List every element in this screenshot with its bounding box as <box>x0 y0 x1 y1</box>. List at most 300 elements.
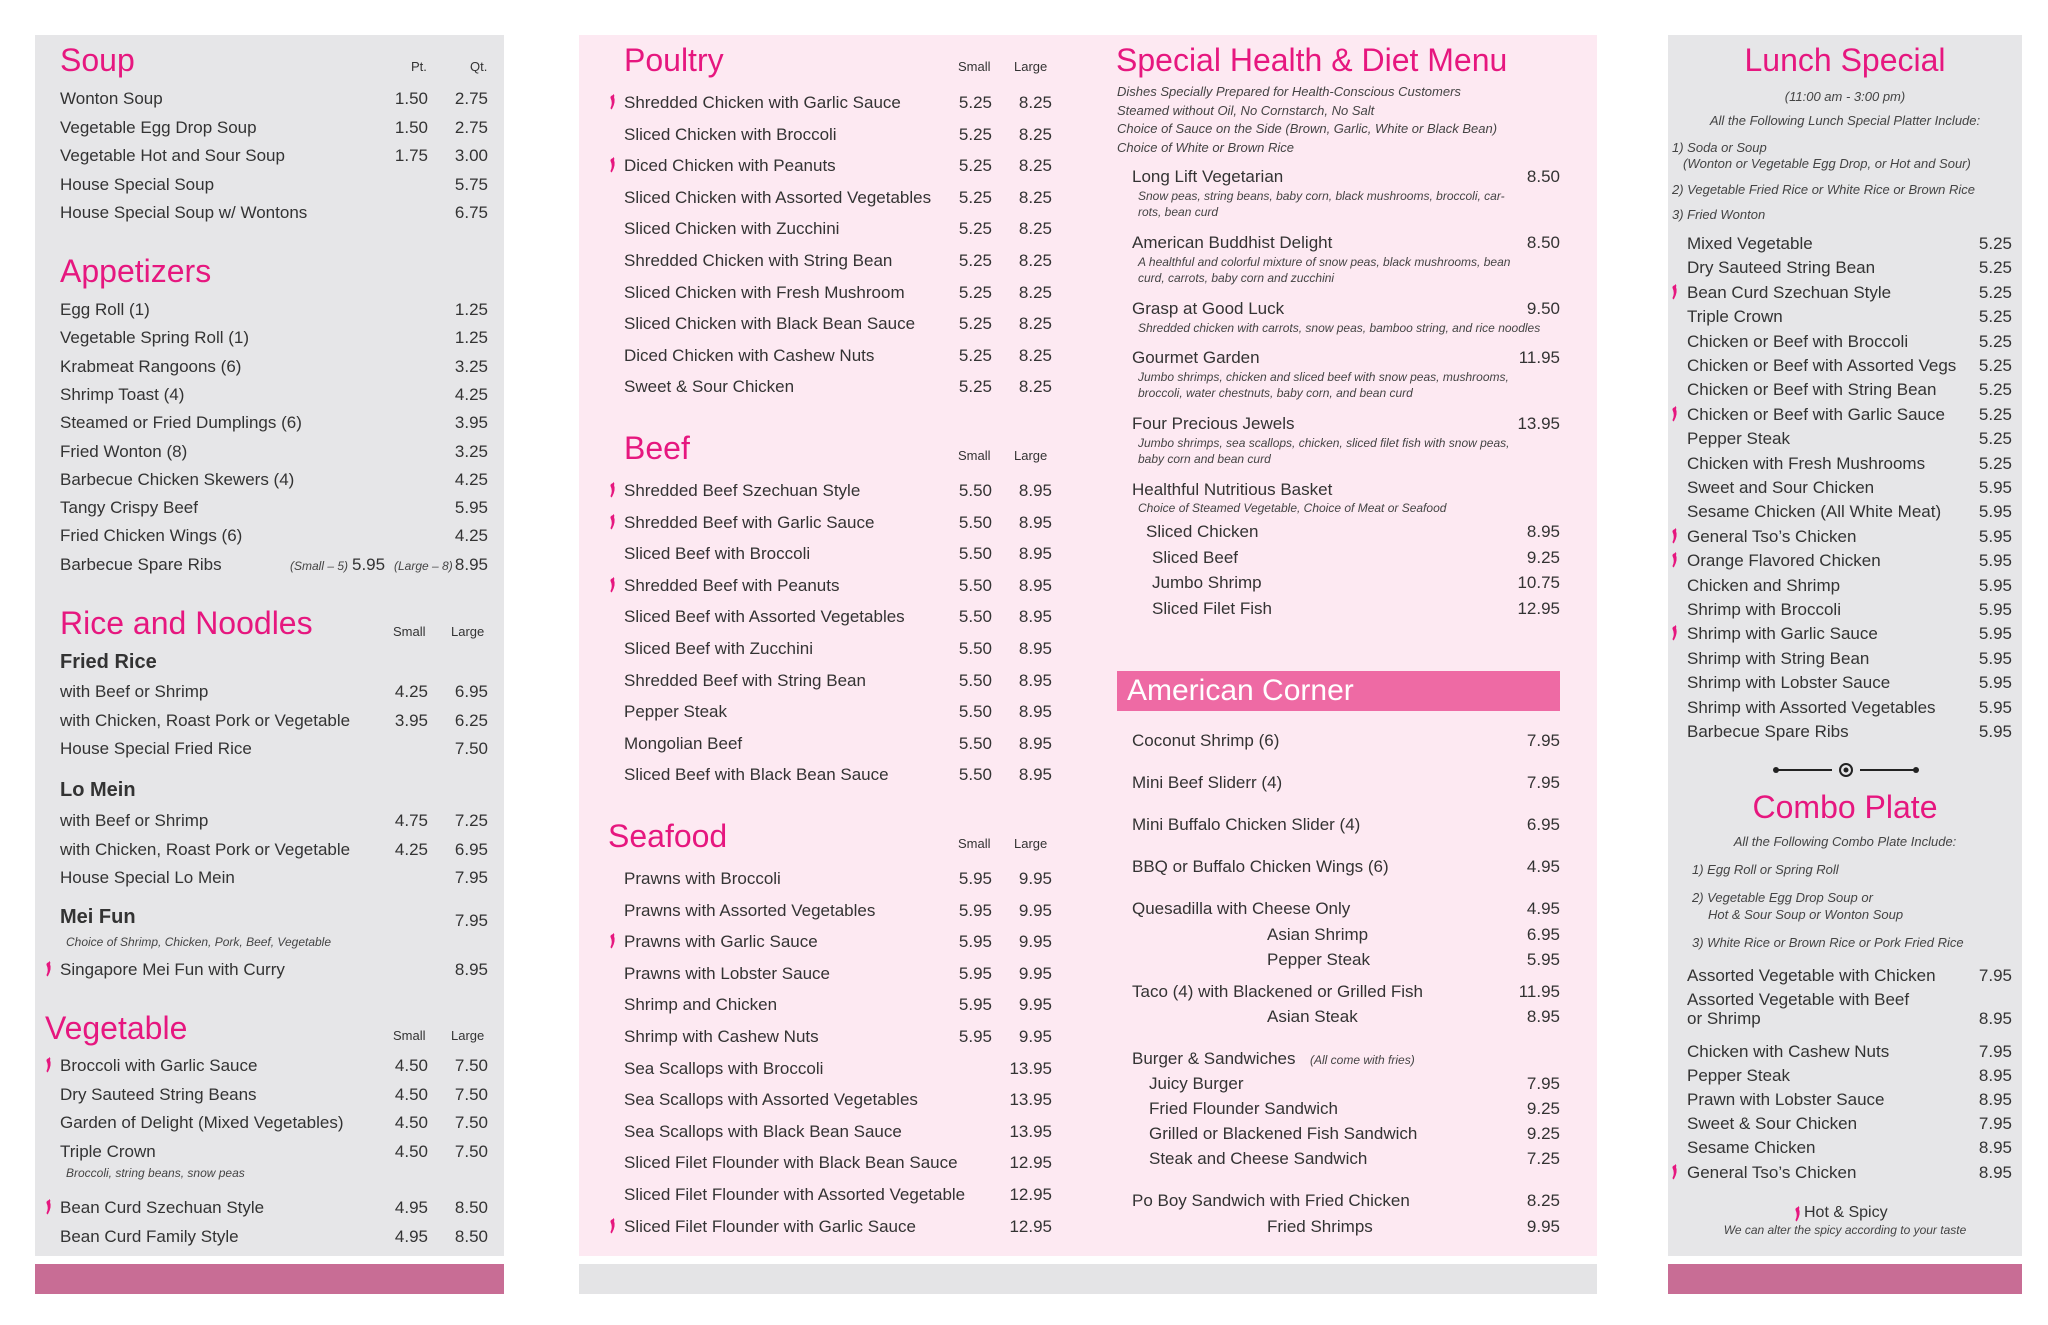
lunch-item: Chicken or Beef with Broccoli <box>1687 331 1909 351</box>
american-price: 6.95 <box>1526 925 1560 944</box>
poultry-item: Diced Chicken with Peanuts <box>624 156 836 176</box>
health-item-desc: Snow peas, string beans, baby corn, black mushrooms, broccoli, car- <box>1138 189 1505 203</box>
lunch-price: 5.95 <box>1978 551 2012 571</box>
seafood-item: Sea Scallops with Assorted Vegetables <box>624 1090 918 1110</box>
lunch-price: 5.25 <box>1978 282 2012 302</box>
lunch-include: 1) Soda or Soup <box>1672 140 1767 155</box>
health-item-desc: Jumbo shrimps, chicken and sliced beef with snow peas, mushrooms, <box>1138 370 1509 384</box>
hot-spicy-note: We can alter the spicy according to your taste <box>1723 1223 1967 1237</box>
lunch-item: Pepper Steak <box>1687 429 1791 449</box>
soup-item: Vegetable Hot and Sour Soup <box>60 146 285 165</box>
appetizer-price: 5.95 <box>454 498 488 518</box>
seafood-price-small: 5.95 <box>958 1027 992 1046</box>
american-item: BBQ or Buffalo Chicken Wings (6) <box>1132 857 1389 876</box>
lunch-price: 5.95 <box>1978 478 2012 497</box>
chili-icon <box>1671 284 1678 300</box>
seafood-price-large: 12.95 <box>1009 1185 1052 1204</box>
veg-price-large: 8.50 <box>454 1198 488 1217</box>
health-item-desc: A healthful and colorful mixture of snow peas, black mushrooms, bean <box>1138 255 1511 269</box>
beef-price-large: 8.95 <box>1018 607 1052 627</box>
appetizer-price: 4.25 <box>454 384 488 404</box>
appetizers-title: Appetizers <box>60 253 212 289</box>
lunch-item: Chicken with Fresh Mushrooms <box>1687 453 1926 473</box>
lunch-price: 5.95 <box>1978 697 2012 717</box>
american-item: Asian Shrimp <box>1267 925 1369 944</box>
lunch-price: 5.95 <box>1978 648 2012 668</box>
american-price: 7.95 <box>1526 731 1560 750</box>
american-price: 8.25 <box>1526 1191 1560 1210</box>
beef-price-large: 8.95 <box>1018 733 1052 753</box>
appetizer-item: Barbecue Chicken Skewers (4) <box>60 469 295 489</box>
soup-item: House Special Soup w/ Wontons <box>60 203 308 222</box>
chili-icon <box>45 961 52 977</box>
rice-price-large: 6.95 <box>454 682 488 701</box>
american-price: 4.95 <box>1526 857 1560 876</box>
lo-mein-heading: Lo Mein <box>60 779 136 801</box>
beef-item: Sliced Beef with Zucchini <box>624 639 813 658</box>
health-price: 9.50 <box>1526 299 1560 318</box>
rice-col-large: Large <box>451 624 485 639</box>
lunch-item: Shrimp with Lobster Sauce <box>1687 673 1891 693</box>
american-item: Taco (4) with Blackened or Grilled Fish <box>1132 982 1424 1001</box>
basket-price: 8.95 <box>1526 522 1560 541</box>
beef-item: Shredded Beef with String Bean <box>624 670 866 690</box>
soup-price-pt: 1.50 <box>394 89 428 108</box>
veg-price-small: 4.50 <box>394 1056 428 1075</box>
beef-price-small: 5.50 <box>958 670 992 690</box>
health-item-desc: broccoli, water chestnuts, baby corn, and bean curd <box>1138 386 1413 400</box>
poultry-price-large: 8.25 <box>1018 219 1052 239</box>
health-item: Gourmet Garden <box>1132 348 1260 367</box>
basket-price: 9.25 <box>1526 547 1560 567</box>
poultry-item: Sliced Chicken with Black Bean Sauce <box>624 314 916 334</box>
health-item-desc: curd, carrots, baby corn and zucchini <box>1138 271 1335 285</box>
combo-item-cont: or Shrimp <box>1687 1009 1761 1028</box>
american-item: Steak and Cheese Sandwich <box>1149 1149 1368 1168</box>
poultry-price-large: 8.25 <box>1018 314 1052 334</box>
lo-mein-price-large: 7.95 <box>454 868 488 887</box>
fried-rice-heading: Fried Rice <box>60 651 157 673</box>
rice-price-large: 6.25 <box>454 710 488 730</box>
lo-mein-item: with Chicken, Roast Pork or Vegetable <box>60 839 351 859</box>
lunch-include: 3) Fried Wonton <box>1672 207 1766 222</box>
lunch-price: 5.25 <box>1978 234 2012 253</box>
singapore-item: Singapore Mei Fun with Curry <box>60 960 285 979</box>
health-item: Grasp at Good Luck <box>1132 299 1285 318</box>
soup-price-qt: 5.75 <box>454 174 488 194</box>
poultry-price-small: 5.25 <box>958 156 992 176</box>
poultry-price-small: 5.25 <box>958 377 992 397</box>
burger-note: (All come with fries) <box>1310 1053 1415 1067</box>
seafood-item: Sliced Filet Flounder with Black Bean Sauce <box>624 1153 958 1173</box>
seafood-col-large: Large <box>1014 836 1048 851</box>
combo-price: 7.95 <box>1978 1042 2012 1061</box>
combo-price: 8.95 <box>1978 1066 2012 1085</box>
chili-icon <box>609 482 616 498</box>
lunch-item: Sesame Chicken (All White Meat) <box>1687 502 1942 522</box>
poultry-title: Poultry <box>624 42 724 78</box>
beef-price-large: 8.95 <box>1018 481 1052 500</box>
poultry-item: Shredded Chicken with String Bean <box>624 251 893 270</box>
health-note: Choice of Sauce on the Side (Brown, Garlic, White or Black Bean) <box>1117 121 1498 136</box>
poultry-col-small: Small <box>958 59 991 74</box>
soup-item: House Special Soup <box>60 174 215 194</box>
seafood-item: Sliced Filet Flounder with Assorted Vegetable <box>624 1185 966 1204</box>
lunch-item: Shrimp with Broccoli <box>1687 600 1841 619</box>
triple-crown-note: Broccoli, string beans, snow peas <box>66 1166 245 1180</box>
soup-item: Wonton Soup <box>60 89 163 108</box>
singapore-price: 8.95 <box>454 960 488 979</box>
beef-col-large: Large <box>1014 448 1048 463</box>
beef-price-large: 8.95 <box>1018 544 1052 564</box>
beef-item: Pepper Steak <box>624 702 728 722</box>
poultry-item: Sweet & Sour Chicken <box>624 377 795 397</box>
beef-col-small: Small <box>958 448 991 463</box>
seafood-price-small: 5.95 <box>958 995 992 1015</box>
chili-icon <box>1794 1206 1801 1222</box>
ribs-large-label: (Large – 8) <box>394 558 453 573</box>
ribs-small-label: (Small – 5) <box>290 558 349 573</box>
seafood-item: Shrimp with Cashew Nuts <box>624 1027 819 1046</box>
lunch-include: 2) Vegetable Fried Rice or White Rice or Brown Rice <box>1672 182 1975 197</box>
seafood-price-large: 9.95 <box>1018 995 1052 1015</box>
poultry-price-large: 8.25 <box>1018 377 1052 397</box>
appetizer-price: 4.25 <box>454 526 488 546</box>
lunch-price: 5.25 <box>1978 429 2012 449</box>
american-price: 7.95 <box>1526 1074 1560 1093</box>
combo-price: 8.95 <box>1978 1163 2012 1182</box>
combo-include: 3) White Rice or Brown Rice or Pork Fried Rice <box>1692 935 1964 950</box>
american-price: 9.25 <box>1526 1124 1560 1143</box>
fried-rice-item: with Beef or Shrimp <box>60 682 209 701</box>
lunch-item: Chicken or Beef with String Bean <box>1687 380 1937 400</box>
american-corner-title: American Corner <box>1127 674 1354 707</box>
fried-rice-item: House Special Fried Rice <box>60 739 252 758</box>
soup-price-pt: 1.75 <box>394 146 428 165</box>
basket-note: Choice of Steamed Vegetable, Choice of Meat or Seafood <box>1138 501 1447 515</box>
health-item-desc: baby corn and bean curd <box>1138 452 1271 466</box>
beef-price-large: 8.95 <box>1018 765 1052 785</box>
american-price: 9.95 <box>1526 1217 1560 1236</box>
center-footer-bar <box>579 1264 1597 1294</box>
basket-item: Sliced Chicken <box>1146 522 1259 541</box>
basket-price: 10.75 <box>1517 573 1560 592</box>
mei-fun-heading: Mei Fun <box>60 906 136 928</box>
vegetable-item: Triple Crown <box>60 1142 156 1161</box>
lunch-price: 5.25 <box>1978 380 2012 400</box>
veg-price-small: 4.50 <box>394 1113 428 1132</box>
veg-price-large: 7.50 <box>454 1142 488 1161</box>
seafood-price-large: 9.95 <box>1018 900 1052 920</box>
american-price: 11.95 <box>1518 982 1560 1001</box>
basket-price: 12.95 <box>1517 598 1560 618</box>
beef-item: Sliced Beef with Black Bean Sauce <box>624 765 889 785</box>
combo-item: Pepper Steak <box>1687 1066 1791 1085</box>
seafood-price-large: 13.95 <box>1009 1058 1052 1078</box>
chili-icon <box>609 94 616 110</box>
combo-include: Hot & Sour Soup or Wonton Soup <box>1708 907 1904 922</box>
lo-mein-item: House Special Lo Mein <box>60 868 235 887</box>
lunch-item: Orange Flavored Chicken <box>1687 551 1881 571</box>
poultry-price-large: 8.25 <box>1018 124 1052 144</box>
lo-mein-price-large: 6.95 <box>454 839 488 859</box>
combo-item: General Tso’s Chicken <box>1687 1163 1857 1182</box>
poultry-price-small: 5.25 <box>958 93 992 112</box>
health-item: American Buddhist Delight <box>1132 233 1333 252</box>
combo-item: Assorted Vegetable with Chicken <box>1687 966 1936 985</box>
poultry-item: Sliced Chicken with Broccoli <box>624 124 837 144</box>
lunch-hours: (11:00 am - 3:00 pm) <box>1784 89 1906 104</box>
fried-rice-item: with Chicken, Roast Pork or Vegetable <box>60 710 351 730</box>
beef-price-small: 5.50 <box>958 575 992 595</box>
chili-icon <box>45 1199 52 1215</box>
lunch-price: 5.25 <box>1978 307 2012 327</box>
combo-item: Prawn with Lobster Sauce <box>1687 1090 1885 1109</box>
ornament-divider-icon <box>1772 763 1920 777</box>
seafood-item: Prawns with Broccoli <box>624 869 781 888</box>
basket-item: Sliced Filet Fish <box>1152 598 1272 618</box>
lunch-price: 5.95 <box>1978 722 2012 741</box>
rice-price-small: 3.95 <box>394 710 428 730</box>
seafood-title: Seafood <box>608 818 728 854</box>
seafood-price-small: 5.95 <box>958 932 992 952</box>
american-item: Juicy Burger <box>1149 1074 1244 1093</box>
beef-price-small: 5.50 <box>958 639 992 658</box>
american-price: 8.95 <box>1526 1007 1560 1026</box>
lunch-price: 5.95 <box>1978 673 2012 693</box>
beef-item: Sliced Beef with Assorted Vegetables <box>624 607 905 627</box>
combo-item: Sweet & Sour Chicken <box>1687 1114 1858 1133</box>
veg-price-large: 7.50 <box>454 1056 488 1075</box>
health-item: Long Lift Vegetarian <box>1132 167 1284 186</box>
hot-spicy-legend: Hot & Spicy <box>1804 1204 1888 1221</box>
lunch-item: Chicken and Shrimp <box>1687 575 1841 595</box>
lunch-item: Triple Crown <box>1687 307 1783 327</box>
veg-price-small: 4.50 <box>394 1142 428 1161</box>
right-footer-bar <box>1668 1264 2022 1294</box>
beef-price-large: 8.95 <box>1018 702 1052 722</box>
veg-col-large: Large <box>451 1028 485 1043</box>
poultry-item: Shredded Chicken with Garlic Sauce <box>624 93 901 112</box>
veg-price-small: 4.50 <box>394 1085 428 1104</box>
american-price: 5.95 <box>1526 950 1560 969</box>
appetizer-price: 3.25 <box>454 441 488 461</box>
combo-include: 2) Vegetable Egg Drop Soup or <box>1692 890 1873 905</box>
soup-price-qt: 6.75 <box>454 203 488 222</box>
vegetable-item: Bean Curd Szechuan Style <box>60 1198 265 1217</box>
seafood-item: Prawns with Lobster Sauce <box>624 963 830 983</box>
lunch-item: Shrimp with Assorted Vegetables <box>1687 697 1936 717</box>
american-item: Mini Buffalo Chicken Slider (4) <box>1132 815 1361 834</box>
american-price: 4.95 <box>1526 899 1560 918</box>
health-note: Steamed without Oil, No Cornstarch, No Salt <box>1117 102 1375 118</box>
chili-icon <box>45 1057 52 1073</box>
appetizer-item: Vegetable Spring Roll (1) <box>60 328 250 348</box>
chili-icon <box>1671 625 1678 641</box>
american-item: Asian Steak <box>1267 1007 1358 1026</box>
poultry-price-small: 5.25 <box>958 124 992 144</box>
beef-price-large: 8.95 <box>1018 639 1052 658</box>
vegetable-item: Broccoli with Garlic Sauce <box>60 1056 258 1075</box>
combo-item: Sesame Chicken <box>1687 1138 1816 1157</box>
beef-price-small: 5.50 <box>958 733 992 753</box>
appetizer-item: Shrimp Toast (4) <box>60 384 185 404</box>
seafood-item: Prawns with Assorted Vegetables <box>624 900 876 920</box>
combo-item: Chicken with Cashew Nuts <box>1687 1042 1890 1061</box>
combo-price: 8.95 <box>1978 1090 2012 1109</box>
poultry-price-large: 8.25 <box>1018 156 1052 176</box>
lunch-item: Dry Sauteed String Bean <box>1687 258 1876 278</box>
combo-price: 7.95 <box>1978 966 2012 985</box>
seafood-price-large: 9.95 <box>1018 932 1052 952</box>
seafood-item: Sea Scallops with Black Bean Sauce <box>624 1121 902 1141</box>
veg-price-large: 8.50 <box>454 1227 488 1246</box>
seafood-price-large: 9.95 <box>1018 963 1052 983</box>
combo-title: Combo Plate <box>1752 789 1938 825</box>
appetizer-item: Steamed or Fried Dumplings (6) <box>60 413 302 433</box>
beef-price-small: 5.50 <box>958 607 992 627</box>
american-price: 9.25 <box>1526 1099 1560 1118</box>
seafood-item: Shrimp and Chicken <box>624 995 778 1015</box>
seafood-col-small: Small <box>958 836 991 851</box>
poultry-item: Sliced Chicken with Fresh Mushroom <box>624 282 905 302</box>
poultry-price-large: 8.25 <box>1018 93 1052 112</box>
soup-col-qt: Qt. <box>470 59 488 74</box>
chili-icon <box>1671 1164 1678 1180</box>
health-note: Dishes Specially Prepared for Health-Conscious Customers <box>1117 84 1461 99</box>
lo-mein-price-small: 4.25 <box>394 839 428 859</box>
mei-fun-note: Choice of Shrimp, Chicken, Pork, Beef, Vegetable <box>66 935 332 949</box>
veg-price-small: 4.95 <box>394 1227 428 1246</box>
seafood-item: Sliced Filet Flounder with Garlic Sauce <box>624 1216 916 1236</box>
poultry-price-small: 5.25 <box>958 219 992 239</box>
seafood-price-large: 9.95 <box>1018 1027 1052 1046</box>
american-item: Fried Flounder Sandwich <box>1149 1099 1338 1118</box>
combo-price: 8.95 <box>1978 1138 2012 1157</box>
appetizer-item: Fried Wonton (8) <box>60 441 188 461</box>
beef-item: Mongolian Beef <box>624 733 743 753</box>
appetizer-price: 1.25 <box>454 300 488 319</box>
chili-icon <box>609 577 616 593</box>
chili-icon <box>1671 528 1678 544</box>
veg-price-large: 7.50 <box>454 1085 488 1104</box>
lunch-item: Chicken or Beef with Garlic Sauce <box>1687 404 1945 424</box>
chili-icon <box>1671 552 1678 568</box>
lo-mein-item: with Beef or Shrimp <box>60 811 209 830</box>
seafood-price-large: 12.95 <box>1009 1153 1052 1173</box>
combo-intro: All the Following Combo Plate Include: <box>1733 834 1957 849</box>
lunch-item: Mixed Vegetable <box>1687 234 1813 253</box>
seafood-price-large: 9.95 <box>1018 869 1052 888</box>
chili-icon <box>609 157 616 173</box>
health-item-desc: Shredded chicken with carrots, snow peas, bamboo string, and rice noodles <box>1138 321 1541 335</box>
combo-price: 8.95 <box>1978 1009 2012 1028</box>
soup-price-qt: 2.75 <box>454 117 488 137</box>
seafood-item: Prawns with Garlic Sauce <box>624 932 818 952</box>
soup-price-qt: 2.75 <box>454 89 488 108</box>
appetizer-item: Krabmeat Rangoons (6) <box>60 356 242 376</box>
beef-item: Shredded Beef with Peanuts <box>624 575 840 595</box>
chili-icon <box>609 1218 616 1234</box>
chili-icon <box>609 514 616 530</box>
soup-item: Vegetable Egg Drop Soup <box>60 117 257 137</box>
appetizer-price: 8.95 <box>454 554 488 574</box>
beef-price-large: 8.95 <box>1018 512 1052 532</box>
appetizer-item: Tangy Crispy Beef <box>60 498 198 518</box>
beef-price-small: 5.50 <box>958 481 992 500</box>
veg-price-small: 4.95 <box>394 1198 428 1217</box>
poultry-col-large: Large <box>1014 59 1048 74</box>
lunch-item: Shrimp with Garlic Sauce <box>1687 624 1878 644</box>
american-price: 7.25 <box>1526 1149 1560 1168</box>
lunch-intro: All the Following Lunch Special Platter Include: <box>1709 113 1981 128</box>
poultry-price-large: 8.25 <box>1018 251 1052 270</box>
appetizer-price: 1.25 <box>454 328 488 348</box>
seafood-price-large: 13.95 <box>1009 1121 1052 1141</box>
appetizer-price: 3.95 <box>454 413 488 433</box>
poultry-price-large: 8.25 <box>1018 282 1052 302</box>
lunch-include: (Wonton or Vegetable Egg Drop, or Hot and Sour) <box>1683 156 1971 171</box>
appetizer-item: Egg Roll (1) <box>60 300 150 319</box>
left-footer-bar <box>35 1264 504 1294</box>
beef-price-small: 5.50 <box>958 544 992 564</box>
american-item: Pepper Steak <box>1267 950 1371 969</box>
lunch-item: Chicken or Beef with Assorted Vegs <box>1687 356 1957 375</box>
american-item: Quesadilla with Cheese Only <box>1132 899 1351 918</box>
health-price: 8.50 <box>1526 233 1560 252</box>
vegetable-item: Garden of Delight (Mixed Vegetables) <box>60 1113 344 1132</box>
mei-fun-price: 7.95 <box>454 911 488 930</box>
chili-icon <box>1671 406 1678 422</box>
american-price: 7.95 <box>1526 773 1560 792</box>
lunch-item: Barbecue Spare Ribs <box>1687 722 1849 741</box>
poultry-price-large: 8.25 <box>1018 345 1052 365</box>
lunch-item: Shrimp with String Bean <box>1687 648 1870 668</box>
basket-heading: Healthful Nutritious Basket <box>1132 480 1333 499</box>
health-item-desc: Jumbo shrimps, sea scallops, chicken, sliced filet fish with snow peas, <box>1138 436 1510 450</box>
american-item: Mini Beef Sliderr (4) <box>1132 773 1283 792</box>
health-note: Choice of White or Brown Rice <box>1117 139 1295 155</box>
beef-price-small: 5.50 <box>958 512 992 532</box>
lunch-price: 5.95 <box>1978 502 2012 522</box>
lunch-price: 5.95 <box>1978 624 2012 644</box>
poultry-price-large: 8.25 <box>1018 187 1052 207</box>
american-item: Burger & Sandwiches <box>1132 1049 1296 1068</box>
rice-price-small: 4.25 <box>394 682 428 701</box>
beef-item: Shredded Beef Szechuan Style <box>624 481 861 500</box>
american-item: Fried Shrimps <box>1267 1217 1373 1236</box>
health-price: 11.95 <box>1518 348 1560 367</box>
seafood-price-small: 5.95 <box>958 869 992 888</box>
lunch-price: 5.95 <box>1978 526 2012 546</box>
poultry-item: Sliced Chicken with Zucchini <box>624 219 840 239</box>
lunch-price: 5.95 <box>1978 575 2012 595</box>
appetizer-item: Barbecue Spare Ribs <box>60 554 222 574</box>
vegetable-title: Vegetable <box>45 1010 188 1046</box>
lunch-price: 5.25 <box>1978 356 2012 375</box>
soup-title: Soup <box>60 42 135 78</box>
poultry-price-small: 5.25 <box>958 187 992 207</box>
beef-item: Shredded Beef with Garlic Sauce <box>624 512 875 532</box>
health-item: Four Precious Jewels <box>1132 414 1295 433</box>
lunch-price: 5.25 <box>1978 404 2012 424</box>
appetizer-item: Fried Chicken Wings (6) <box>60 526 243 546</box>
beef-price-large: 8.95 <box>1018 670 1052 690</box>
combo-item: Assorted Vegetable with Beef <box>1687 990 1910 1009</box>
health-item-desc: rots, bean curd <box>1138 205 1219 219</box>
lunch-item: Sweet and Sour Chicken <box>1687 478 1875 497</box>
rice-price-large: 7.50 <box>454 739 488 758</box>
